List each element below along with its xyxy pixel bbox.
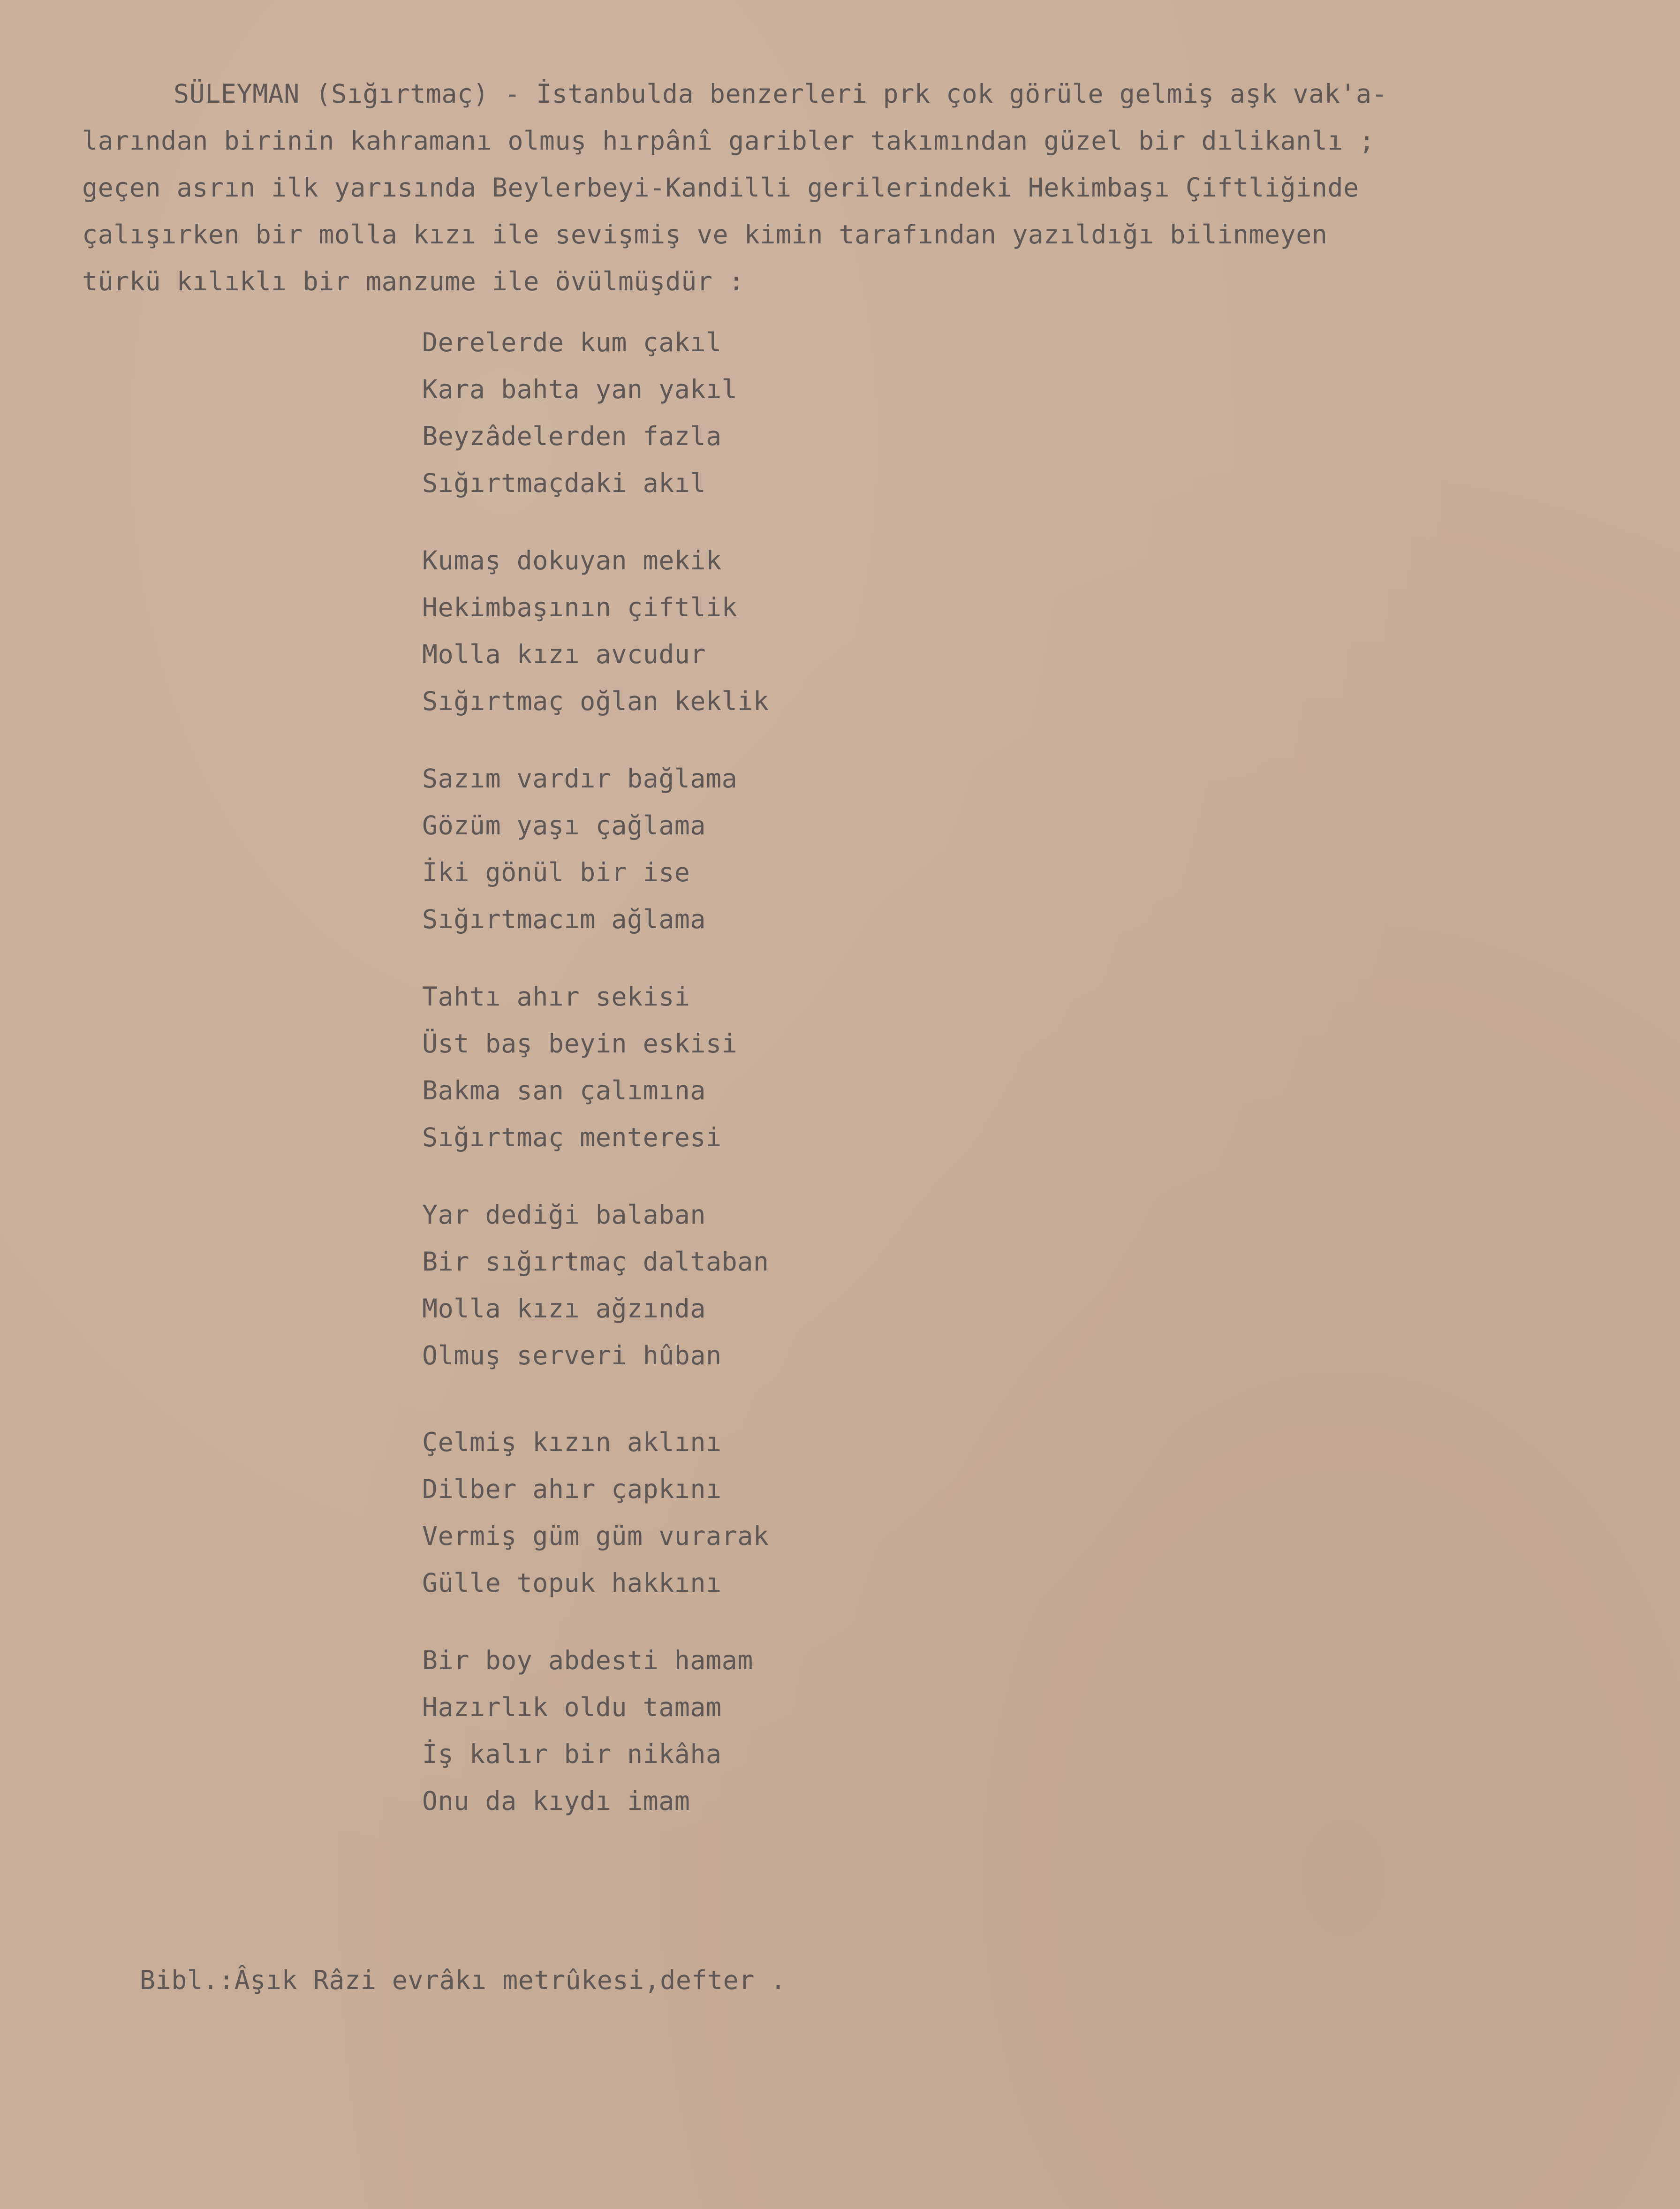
poem <box>422 319 769 1855</box>
intro-paragraph <box>82 70 1644 305</box>
verse: Bir sığırtmaç daltaban <box>422 1247 769 1277</box>
intro-line: SÜLEYMAN (Sığırtmaç) - İstanbulda benzerleri prk çok görüle gelmiş aşk vak'a- <box>174 79 1388 109</box>
verse: Sığırtmaç menteresi <box>422 1122 722 1152</box>
verse: Vermiş güm güm vurarak <box>422 1521 769 1551</box>
verse: Bir boy abdesti hamam <box>422 1645 753 1675</box>
verse: Molla kızı ağzında <box>422 1294 706 1324</box>
verse: Sığırtmacım ağlama <box>422 904 706 934</box>
intro-line: çalışırken bir molla kızı ile sevişmiş ve kimin tarafından yazıldığı bilinmeyen <box>82 219 1328 250</box>
verse: Gülle topuk hakkını <box>422 1568 722 1598</box>
verse: Olmuş serveri hûban <box>422 1340 722 1370</box>
verse: Sığırtmaçdaki akıl <box>422 468 706 498</box>
stanza-5 <box>422 1191 769 1379</box>
stanza-3 <box>422 755 769 943</box>
verse: Yar dediği balaban <box>422 1200 706 1230</box>
intro-line: türkü kılıklı bir manzume ile övülmüşdür : <box>82 266 744 296</box>
verse: Hazırlık oldu tamam <box>422 1692 722 1722</box>
stanza-4 <box>422 973 769 1161</box>
stanza-6 <box>422 1419 769 1606</box>
verse: Gözüm yaşı çağlama <box>422 810 706 840</box>
verse: Hekimbaşının çiftlik <box>422 592 738 622</box>
verse: İş kalır bir nikâha <box>422 1739 722 1769</box>
verse: Derelerde kum çakıl <box>422 327 722 357</box>
stanza-1 <box>422 319 769 507</box>
verse: Beyzâdelerden fazla <box>422 421 722 451</box>
verse: Kumaş dokuyan mekik <box>422 545 722 575</box>
verse: Üst baş beyin eskisi <box>422 1029 738 1059</box>
verse: Çelmiş kızın aklını <box>422 1427 722 1457</box>
bibliography-note: Bibl.:Âşık Râzi evrâkı metrûkesi,defter . <box>140 1965 787 1995</box>
intro-line: geçen asrın ilk yarısında Beylerbeyi-Kandilli gerilerindeki Hekimbaşı Çiftliğinde <box>82 173 1359 203</box>
stanza-2 <box>422 537 769 725</box>
verse: Tahtı ahır sekisi <box>422 982 690 1012</box>
verse: Kara bahta yan yakıl <box>422 374 738 404</box>
stanza-7 <box>422 1637 769 1824</box>
verse: Sazım vardır bağlama <box>422 764 738 794</box>
verse: İki gönül bir ise <box>422 857 690 887</box>
verse: Onu da kıydı imam <box>422 1786 690 1816</box>
verse: Molla kızı avcudur <box>422 639 706 669</box>
intro-line: larından birinin kahramanı olmuş hırpânî garibler takımından güzel bir dılikanlı ; <box>82 126 1375 156</box>
verse: Bakma san çalımına <box>422 1075 706 1105</box>
verse: Dilber ahır çapkını <box>422 1474 722 1504</box>
verse: Sığırtmaç oğlan keklik <box>422 686 769 716</box>
